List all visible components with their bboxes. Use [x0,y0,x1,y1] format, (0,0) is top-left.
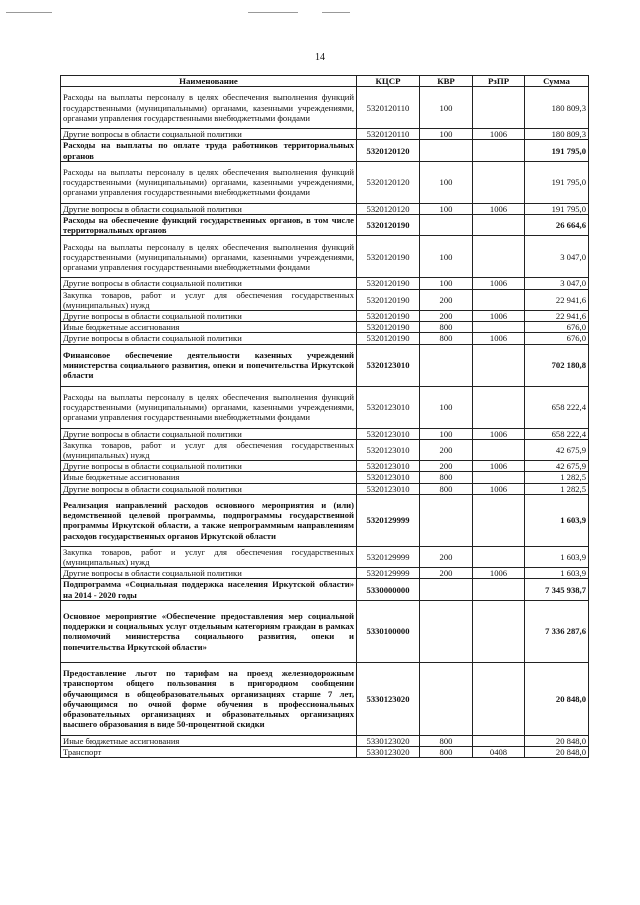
kcsr-cell: 5320120110 [357,87,420,129]
sum-cell: 1 603,9 [525,494,589,546]
kvr-cell: 200 [420,568,473,579]
rzpr-cell [473,386,525,428]
name-cell: Другие вопросы в области социальной политики [61,311,357,322]
kvr-cell: 100 [420,386,473,428]
kvr-cell: 100 [420,236,473,278]
sum-cell: 22 941,6 [525,311,589,322]
table-row [61,344,589,386]
kvr-cell: 200 [420,311,473,322]
rzpr-cell [473,546,525,567]
name-cell: Основное мероприятие «Обеспечение предоставления мер социальной поддержки и социальных услуг отдельным категориям граждан в рамках полномочий министерства социального развития, опеки и попечительства Иркутской области» [61,600,357,662]
sum-cell: 20 848,0 [525,662,589,735]
kcsr-cell: 5320120120 [357,140,420,161]
page-number: 14 [315,52,325,63]
name-cell: Предоставление льгот по тарифам на проезд железнодорожным транспортом общего пользования в пригородном сообщении обучающимся в общеобразовательных организациях старше 7 лет, обучающимся по очной форме обучения в профессиональных образовательных организациях и образовательных организациях высшего образования в виде 50-процентной скидки [61,662,357,735]
table-row [61,203,589,214]
name-cell: Расходы на выплаты персоналу в целях обеспечения выполнения функций государственными (муниципальными) органами, казенными учреждениями, органами управления государственными внебюджетными фондами [61,236,357,278]
sum-cell: 20 848,0 [525,747,589,758]
rzpr-cell: 1006 [473,483,525,494]
table-row [61,461,589,472]
name-cell: Закупка товаров, работ и услуг для обеспечения государственных (муниципальных) нужд [61,546,357,567]
table-row [61,579,589,600]
scan-artifact [6,12,52,13]
table-row [61,278,589,289]
table-row [61,386,589,428]
rzpr-cell: 1006 [473,278,525,289]
name-cell: Расходы на выплаты персоналу в целях обеспечения выполнения функций государственными (муниципальными) органами, казенными учреждениями, органами управления государственными внебюджетными фондами [61,87,357,129]
kvr-cell: 200 [420,546,473,567]
table-row [61,483,589,494]
name-cell: Иные бюджетные ассигнования [61,735,357,746]
name-cell: Другие вопросы в области социальной политики [61,568,357,579]
table-row [61,87,589,129]
kcsr-cell: 5320123010 [357,428,420,439]
rzpr-cell: 1006 [473,428,525,439]
sum-cell: 191 795,0 [525,203,589,214]
rzpr-cell [473,289,525,310]
rzpr-cell [473,735,525,746]
budget-table [60,75,589,758]
kvr-cell [420,494,473,546]
kcsr-cell: 5330123020 [357,662,420,735]
kvr-cell: 100 [420,87,473,129]
name-cell: Расходы на обеспечение функций государственных органов, в том числе территориальных органов [61,215,357,236]
table-row [61,568,589,579]
table-row [61,600,589,662]
table-row [61,215,589,236]
header-rzpr: РзПР [473,76,525,87]
sum-cell: 3 047,0 [525,278,589,289]
kvr-cell: 800 [420,322,473,333]
name-cell: Иные бюджетные ассигнования [61,472,357,483]
kcsr-cell: 5320120120 [357,161,420,203]
kcsr-cell: 5330123020 [357,747,420,758]
table-row [61,439,589,460]
table-row [61,129,589,140]
kcsr-cell: 5320123010 [357,386,420,428]
sum-cell: 658 222,4 [525,428,589,439]
kvr-cell [420,215,473,236]
kvr-cell: 800 [420,735,473,746]
table-row [61,747,589,758]
kcsr-cell: 5320120190 [357,236,420,278]
sum-cell: 1 282,5 [525,483,589,494]
kcsr-cell: 5320120190 [357,278,420,289]
table-row [61,236,589,278]
kvr-cell [420,140,473,161]
kcsr-cell: 5320120190 [357,215,420,236]
table-row [61,428,589,439]
rzpr-cell: 0408 [473,747,525,758]
name-cell: Другие вопросы в области социальной политики [61,333,357,344]
table-row [61,333,589,344]
rzpr-cell [473,344,525,386]
table-row [61,311,589,322]
kcsr-cell: 5320123010 [357,439,420,460]
name-cell: Расходы на выплаты персоналу в целях обеспечения выполнения функций государственными (муниципальными) органами, казенными учреждениями, органами управления государственными внебюджетными фондами [61,161,357,203]
table-row [61,546,589,567]
rzpr-cell [473,494,525,546]
kcsr-cell: 5320120190 [357,311,420,322]
kvr-cell: 100 [420,129,473,140]
kvr-cell: 800 [420,747,473,758]
kcsr-cell: 5320120190 [357,322,420,333]
sum-cell: 180 809,3 [525,129,589,140]
name-cell: Иные бюджетные ассигнования [61,322,357,333]
kvr-cell [420,662,473,735]
kcsr-cell: 5330000000 [357,579,420,600]
kvr-cell: 800 [420,472,473,483]
sum-cell: 20 848,0 [525,735,589,746]
name-cell: Другие вопросы в области социальной политики [61,428,357,439]
rzpr-cell: 1006 [473,129,525,140]
rzpr-cell: 1006 [473,461,525,472]
kvr-cell [420,579,473,600]
rzpr-cell [473,161,525,203]
rzpr-cell [473,140,525,161]
kvr-cell: 200 [420,289,473,310]
header-sum: Сумма [525,76,589,87]
kcsr-cell: 5320123010 [357,483,420,494]
rzpr-cell [473,439,525,460]
rzpr-cell [473,600,525,662]
rzpr-cell [473,472,525,483]
sum-cell: 1 603,9 [525,568,589,579]
table-row [61,140,589,161]
sum-cell: 180 809,3 [525,87,589,129]
name-cell: Другие вопросы в области социальной политики [61,483,357,494]
rzpr-cell [473,236,525,278]
sum-cell: 1 603,9 [525,546,589,567]
sum-cell: 191 795,0 [525,161,589,203]
kvr-cell: 100 [420,278,473,289]
name-cell: Финансовое обеспечение деятельности казенных учреждений министерства социального развития, опеки и попечительства Иркутской области [61,344,357,386]
kcsr-cell: 5320129999 [357,494,420,546]
name-cell: Другие вопросы в области социальной политики [61,129,357,140]
table-row [61,735,589,746]
kvr-cell [420,344,473,386]
kvr-cell: 800 [420,483,473,494]
kcsr-cell: 5320120190 [357,289,420,310]
sum-cell: 658 222,4 [525,386,589,428]
kvr-cell: 200 [420,461,473,472]
name-cell: Закупка товаров, работ и услуг для обеспечения государственных (муниципальных) нужд [61,289,357,310]
table-row [61,289,589,310]
rzpr-cell: 1006 [473,311,525,322]
scan-artifact [322,12,350,13]
kcsr-cell: 5320129999 [357,568,420,579]
sum-cell: 22 941,6 [525,289,589,310]
rzpr-cell: 1006 [473,203,525,214]
rzpr-cell [473,87,525,129]
table-row [61,472,589,483]
kcsr-cell: 5320129999 [357,546,420,567]
name-cell: Другие вопросы в области социальной политики [61,203,357,214]
sum-cell: 702 180,8 [525,344,589,386]
sum-cell: 3 047,0 [525,236,589,278]
table-header-row [61,76,589,87]
rzpr-cell: 1006 [473,333,525,344]
sum-cell: 676,0 [525,322,589,333]
rzpr-cell [473,579,525,600]
sum-cell: 676,0 [525,333,589,344]
header-name: Наименование [61,76,357,87]
sum-cell: 191 795,0 [525,140,589,161]
name-cell: Реализация направлений расходов основного мероприятия и (или) ведомственной целевой программы, подпрограммы государственной программы Иркутской области, а также непрограммным направлениям расходов государственных органов Иркутской области [61,494,357,546]
name-cell: Расходы на выплаты по оплате труда работников территориальных органов [61,140,357,161]
kvr-cell: 100 [420,203,473,214]
kcsr-cell: 5330123020 [357,735,420,746]
kvr-cell: 200 [420,439,473,460]
rzpr-cell [473,662,525,735]
kcsr-cell: 5320120190 [357,333,420,344]
kcsr-cell: 5320123010 [357,344,420,386]
header-kvr: КВР [420,76,473,87]
table-body [61,87,589,758]
kvr-cell: 100 [420,428,473,439]
name-cell: Подпрограмма «Социальная поддержка населения Иркутской области» на 2014 - 2020 годы [61,579,357,600]
sum-cell: 7 336 287,6 [525,600,589,662]
name-cell: Закупка товаров, работ и услуг для обеспечения государственных (муниципальных) нужд [61,439,357,460]
kcsr-cell: 5330100000 [357,600,420,662]
table-row [61,494,589,546]
kcsr-cell: 5320123010 [357,472,420,483]
kvr-cell: 100 [420,161,473,203]
sum-cell: 42 675,9 [525,461,589,472]
kcsr-cell: 5320120110 [357,129,420,140]
rzpr-cell [473,322,525,333]
name-cell: Расходы на выплаты персоналу в целях обеспечения выполнения функций государственными (муниципальными) органами, казенными учреждениями, органами управления государственными внебюджетными фондами [61,386,357,428]
rzpr-cell: 1006 [473,568,525,579]
rzpr-cell [473,215,525,236]
kvr-cell [420,600,473,662]
table-row [61,322,589,333]
kvr-cell: 800 [420,333,473,344]
table-row [61,161,589,203]
kcsr-cell: 5320123010 [357,461,420,472]
sum-cell: 26 664,6 [525,215,589,236]
sum-cell: 42 675,9 [525,439,589,460]
sum-cell: 1 282,5 [525,472,589,483]
scan-artifact [248,12,298,13]
name-cell: Другие вопросы в области социальной политики [61,461,357,472]
header-kcsr: КЦСР [357,76,420,87]
name-cell: Транспорт [61,747,357,758]
table-row [61,662,589,735]
kcsr-cell: 5320120120 [357,203,420,214]
name-cell: Другие вопросы в области социальной политики [61,278,357,289]
sum-cell: 7 345 938,7 [525,579,589,600]
